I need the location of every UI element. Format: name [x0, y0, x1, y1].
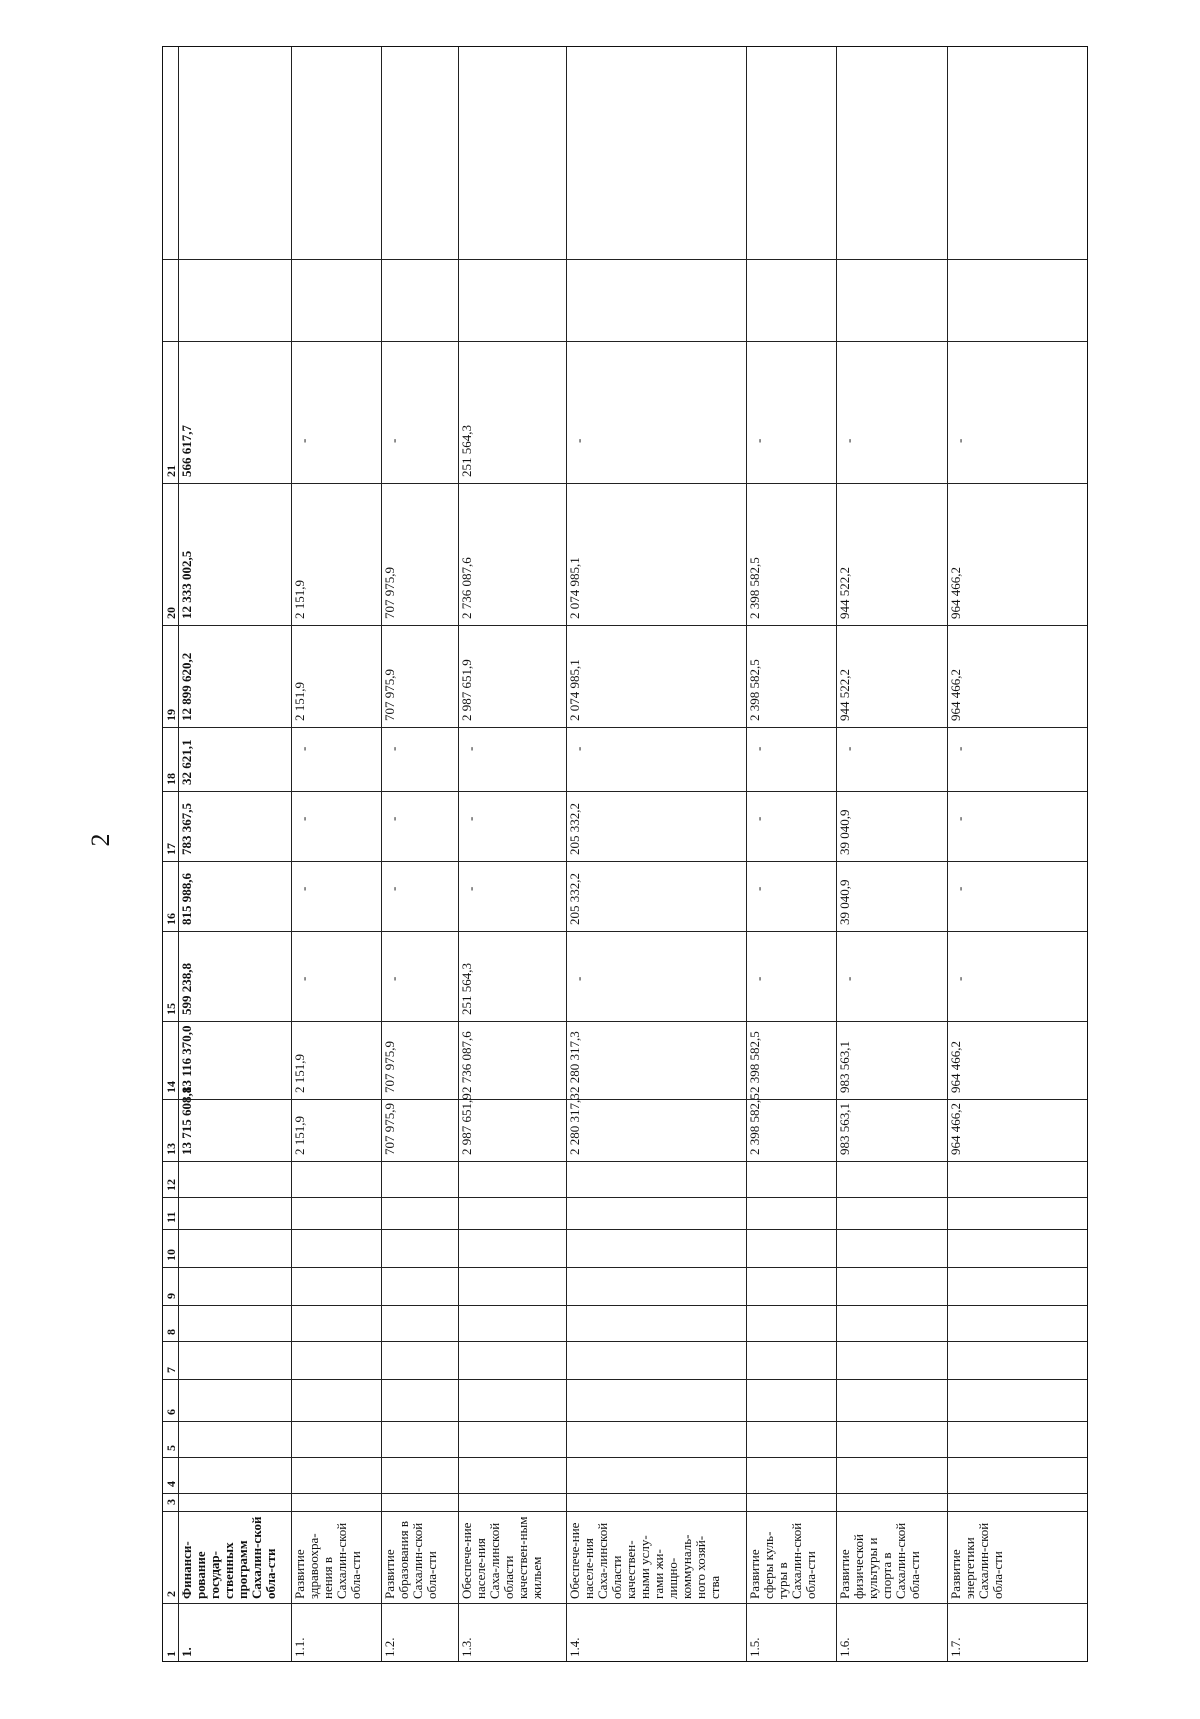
value-cell-17-text: - [463, 816, 478, 821]
value-cell-16-text: 205 332,2 [567, 873, 582, 925]
value-cell-17-text: - [386, 816, 401, 821]
value-cell-19-text: 2 987 651,9 [459, 659, 474, 721]
page-number: 2 [86, 833, 115, 847]
row-name-text: Развитие физической культуры и спорта в Сахалин-ской обла-сти [837, 1522, 922, 1599]
value-cell-13-text: 2 280 317,3 [567, 1093, 582, 1155]
column-divider [163, 1493, 1087, 1494]
value-cell-21-text: 251 564,3 [459, 425, 474, 477]
column-divider [163, 727, 1087, 728]
value-cell-14-text: 2 280 317,3 [567, 1031, 582, 1093]
column-divider [163, 791, 1087, 792]
row-name-text: Обеспече-ние населе-ния Саха-линской области качествен-ным жильем [459, 1516, 544, 1599]
value-cell-19-text: 2 398 582,5 [747, 659, 762, 721]
value-cell-20-text: 2 398 582,5 [747, 557, 762, 619]
column-divider [163, 1021, 1087, 1022]
header-cell-19-text: 19 [164, 709, 178, 721]
value-cell-16-text: - [952, 886, 967, 891]
row-name-text: Развитие сферы куль-туры в Сахалин-ской обла-сти [747, 1522, 818, 1599]
value-cell-20-text: 12 333 002,5 [179, 550, 194, 619]
header-cell-15-text: 15 [164, 1003, 178, 1015]
value-cell-14-text: 13 116 370,0 [179, 1025, 194, 1093]
value-cell-21-text: - [751, 438, 766, 443]
value-cell-16-text: - [386, 886, 401, 891]
column-divider [163, 1267, 1087, 1268]
value-cell-13-text: 2 151,9 [292, 1116, 307, 1155]
column-divider [163, 861, 1087, 862]
value-cell-17-text: - [296, 816, 311, 821]
column-divider [163, 1099, 1087, 1100]
value-cell-21-text: - [952, 438, 967, 443]
value-cell-13-text: 983 563,1 [837, 1103, 852, 1155]
value-cell-15-text: - [296, 976, 311, 981]
value-cell-16-text: - [751, 886, 766, 891]
row-number-text: 1.4. [567, 1637, 582, 1657]
header-cell-5-text: 5 [164, 1445, 178, 1451]
column-divider [163, 1457, 1087, 1458]
value-cell-13-text: 2 987 651,9 [459, 1093, 474, 1155]
header-cell-20-text: 20 [164, 607, 178, 619]
value-cell-19-text: 707 975,9 [382, 669, 397, 721]
header-cell-10-text: 10 [164, 1249, 178, 1261]
value-cell-20-text: 2 151,9 [292, 580, 307, 619]
column-divider [163, 1305, 1087, 1306]
column-divider [163, 341, 1087, 342]
value-cell-16-text: 39 040,9 [837, 879, 852, 925]
value-cell-18-text: - [571, 746, 586, 751]
value-cell-16-text: - [463, 886, 478, 891]
row-name-text: Развитие энергетики Сахалин-ской обла-сти [948, 1522, 1005, 1599]
value-cell-14-text: 983 563,1 [837, 1041, 852, 1093]
value-cell-20-text: 707 975,9 [382, 567, 397, 619]
value-cell-14-text: 2 736 087,6 [459, 1031, 474, 1093]
value-cell-17-text: 783 367,5 [179, 803, 194, 855]
column-divider [163, 1229, 1087, 1230]
value-cell-17-text: - [751, 816, 766, 821]
header-cell-11-text: 11 [164, 1211, 178, 1223]
value-cell-19-text: 964 466,2 [948, 669, 963, 721]
header-cell-17-text: 17 [164, 843, 178, 855]
value-cell-21-text: - [571, 438, 586, 443]
value-cell-13-text: 13 715 608,8 [179, 1086, 194, 1155]
value-cell-20-text: 2 736 087,6 [459, 557, 474, 619]
value-cell-17-text: 205 332,2 [567, 803, 582, 855]
row-number-text: 1.1. [292, 1637, 307, 1657]
header-cell-12-text: 12 [164, 1179, 178, 1191]
value-cell-15-text: - [571, 976, 586, 981]
value-cell-14-text: 2 398 582,5 [747, 1031, 762, 1093]
value-cell-20-text: 964 466,2 [948, 567, 963, 619]
value-cell-20-text: 944 522,2 [837, 567, 852, 619]
value-cell-18-text: - [463, 746, 478, 751]
row-divider [381, 47, 382, 1661]
value-cell-15-text: - [952, 976, 967, 981]
value-cell-18-text: - [386, 746, 401, 751]
value-cell-17-text: 39 040,9 [837, 809, 852, 855]
row-divider [458, 47, 459, 1661]
value-cell-19-text: 2 074 985,1 [567, 659, 582, 721]
financing-table [162, 46, 1088, 1662]
value-cell-14-text: 2 151,9 [292, 1054, 307, 1093]
header-cell-1-text: 1 [164, 1651, 178, 1657]
column-divider [163, 1197, 1087, 1198]
value-cell-17-text: - [952, 816, 967, 821]
header-cell-4-text: 4 [164, 1481, 178, 1487]
value-cell-15-text: - [386, 976, 401, 981]
header-cell-6-text: 6 [164, 1409, 178, 1415]
row-number-text: 1.5. [747, 1637, 762, 1657]
row-number-text: 1.7. [948, 1637, 963, 1657]
value-cell-13-text: 964 466,2 [948, 1103, 963, 1155]
value-cell-19-text: 944 522,2 [837, 669, 852, 721]
header-cell-7-text: 7 [164, 1367, 178, 1373]
value-cell-18-text: - [952, 746, 967, 751]
value-cell-16-text: 815 988,6 [179, 873, 194, 925]
column-divider [163, 1511, 1087, 1512]
value-cell-18-text: - [841, 746, 856, 751]
value-cell-16-text: - [296, 886, 311, 891]
value-cell-18-text: 32 621,1 [179, 739, 194, 785]
value-cell-14-text: 964 466,2 [948, 1041, 963, 1093]
row-number-text: 1. [179, 1647, 194, 1657]
column-divider [163, 1341, 1087, 1342]
value-cell-19-text: 12 899 620,2 [179, 652, 194, 721]
row-name-text: Обеспече-ние населе-ния Саха-линской области качествен-ными услу-гами жи-лищно-коммуналь-ного хозяй-ства [567, 1522, 722, 1599]
row-name-text: Развитие здравоохра-нения в Сахалин-ской обла-сти [292, 1522, 363, 1599]
row-number-text: 1.3. [459, 1637, 474, 1657]
header-cell-16-text: 16 [164, 913, 178, 925]
row-divider [746, 47, 747, 1661]
value-cell-20-text: 2 074 985,1 [567, 557, 582, 619]
value-cell-15-text: 599 238,8 [179, 963, 194, 1015]
value-cell-13-text: 707 975,9 [382, 1103, 397, 1155]
value-cell-21-text: - [841, 438, 856, 443]
column-divider [163, 483, 1087, 484]
value-cell-15-text: - [751, 976, 766, 981]
header-cell-21-text: 21 [164, 465, 178, 477]
column-divider [163, 931, 1087, 932]
header-cell-2-text: 2 [164, 1591, 178, 1597]
column-divider [163, 1603, 1087, 1604]
value-cell-21-text: - [296, 438, 311, 443]
column-divider [163, 259, 1087, 260]
header-cell-18-text: 18 [164, 773, 178, 785]
row-divider [947, 47, 948, 1661]
row-number-text: 1.6. [837, 1637, 852, 1657]
value-cell-18-text: - [296, 746, 311, 751]
value-cell-15-text: - [841, 976, 856, 981]
value-cell-21-text: 566 617,7 [179, 425, 194, 477]
header-cell-14-text: 14 [164, 1081, 178, 1093]
header-cell-8-text: 8 [164, 1329, 178, 1335]
value-cell-15-text: 251 564,3 [459, 963, 474, 1015]
header-cell-3-text: 3 [164, 1499, 178, 1505]
row-number-text: 1.2. [382, 1637, 397, 1657]
row-divider [291, 47, 292, 1661]
row-name-text: Финанси-рование государ-ственных программ Сахалин-ской обла-сти [179, 1516, 278, 1599]
column-divider [163, 1421, 1087, 1422]
column-divider [163, 1161, 1087, 1162]
value-cell-18-text: - [751, 746, 766, 751]
value-cell-14-text: 707 975,9 [382, 1041, 397, 1093]
column-divider [163, 1379, 1087, 1380]
column-divider [163, 625, 1087, 626]
header-cell-13-text: 13 [164, 1143, 178, 1155]
value-cell-13-text: 2 398 582,5 [747, 1093, 762, 1155]
header-cell-9-text: 9 [164, 1293, 178, 1299]
value-cell-19-text: 2 151,9 [292, 682, 307, 721]
row-name-text: Развитие образования в Сахалин-ской обла-сти [382, 1521, 439, 1599]
value-cell-21-text: - [386, 438, 401, 443]
